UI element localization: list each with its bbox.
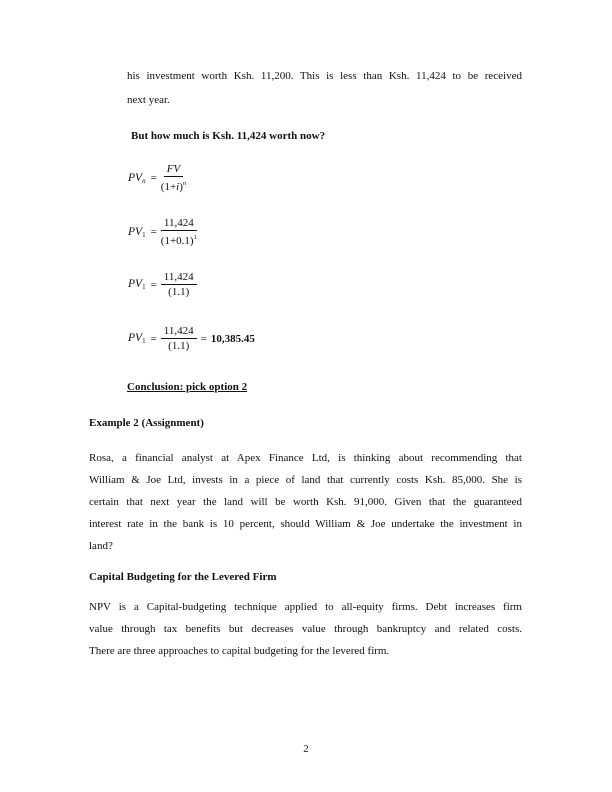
numerator: FV <box>164 163 183 177</box>
denominator: (1.1) <box>168 286 190 298</box>
example2-heading: Example 2 (Assignment) <box>89 417 204 429</box>
fraction <box>161 325 197 352</box>
formula-pv-result <box>128 325 255 352</box>
formula-lhs: $PV_1$ <box>128 332 146 345</box>
paragraph-line: land? <box>89 540 113 552</box>
denominator: $(1+0.1)^1$ <box>160 234 197 247</box>
denominator: (1.1) <box>168 340 190 352</box>
equals-sign: = <box>150 332 157 345</box>
formula-lhs: $PV_n$ <box>128 171 146 185</box>
fraction <box>161 217 197 247</box>
paragraph-line: certain that next year the land will be worth Ksh. 91,000. Given that the guaranteed <box>89 496 522 508</box>
paragraph-line: Rosa, a financial analyst at Apex Finance Ltd, is thinking about recommending that <box>89 452 522 464</box>
capital-budgeting-heading: Capital Budgeting for the Levered Firm <box>89 571 277 583</box>
numerator: 11,424 <box>161 325 197 339</box>
formula-pv-general <box>128 163 186 193</box>
paragraph-line: value through tax benefits but decreases value through bankruptcy and related costs. <box>89 623 522 635</box>
fraction <box>161 271 197 298</box>
page-number: 2 <box>303 743 309 755</box>
paragraph-line: There are three approaches to capital budgeting for the levered firm. <box>89 645 390 657</box>
question-heading: But how much is Ksh. 11,424 worth now? <box>131 130 326 142</box>
numerator: 11,424 <box>161 217 197 231</box>
equals-sign: = <box>200 332 207 345</box>
fraction <box>161 163 186 193</box>
formula-lhs: $PV_1$ <box>128 225 146 239</box>
conclusion-text: Conclusion: pick option 2 <box>127 381 248 393</box>
paragraph-line: his investment worth Ksh. 11,200. This is less than Ksh. 11,424 to be received <box>127 70 522 82</box>
equals-sign: = <box>150 172 157 184</box>
paragraph-line: William & Joe Ltd, invests in a piece of land that currently costs Ksh. 85,000. She is <box>89 474 522 486</box>
equals-sign: = <box>150 278 157 291</box>
paragraph-line: interest rate in the bank is 10 percent, should William & Joe undertake the investment in <box>89 518 522 530</box>
formula-pv-substituted <box>128 217 197 247</box>
paragraph-line: next year. <box>127 94 170 106</box>
formula-lhs: $PV_1$ <box>128 278 146 291</box>
formula-result: 10,385.45 <box>210 332 255 345</box>
denominator: $(1+i)^n$ <box>160 180 187 193</box>
equals-sign: = <box>150 226 157 238</box>
numerator: 11,424 <box>161 271 197 285</box>
paragraph-line: NPV is a Capital-budgeting technique applied to all-equity firms. Debt increases firm <box>89 601 522 613</box>
formula-pv-simplified <box>128 271 197 298</box>
